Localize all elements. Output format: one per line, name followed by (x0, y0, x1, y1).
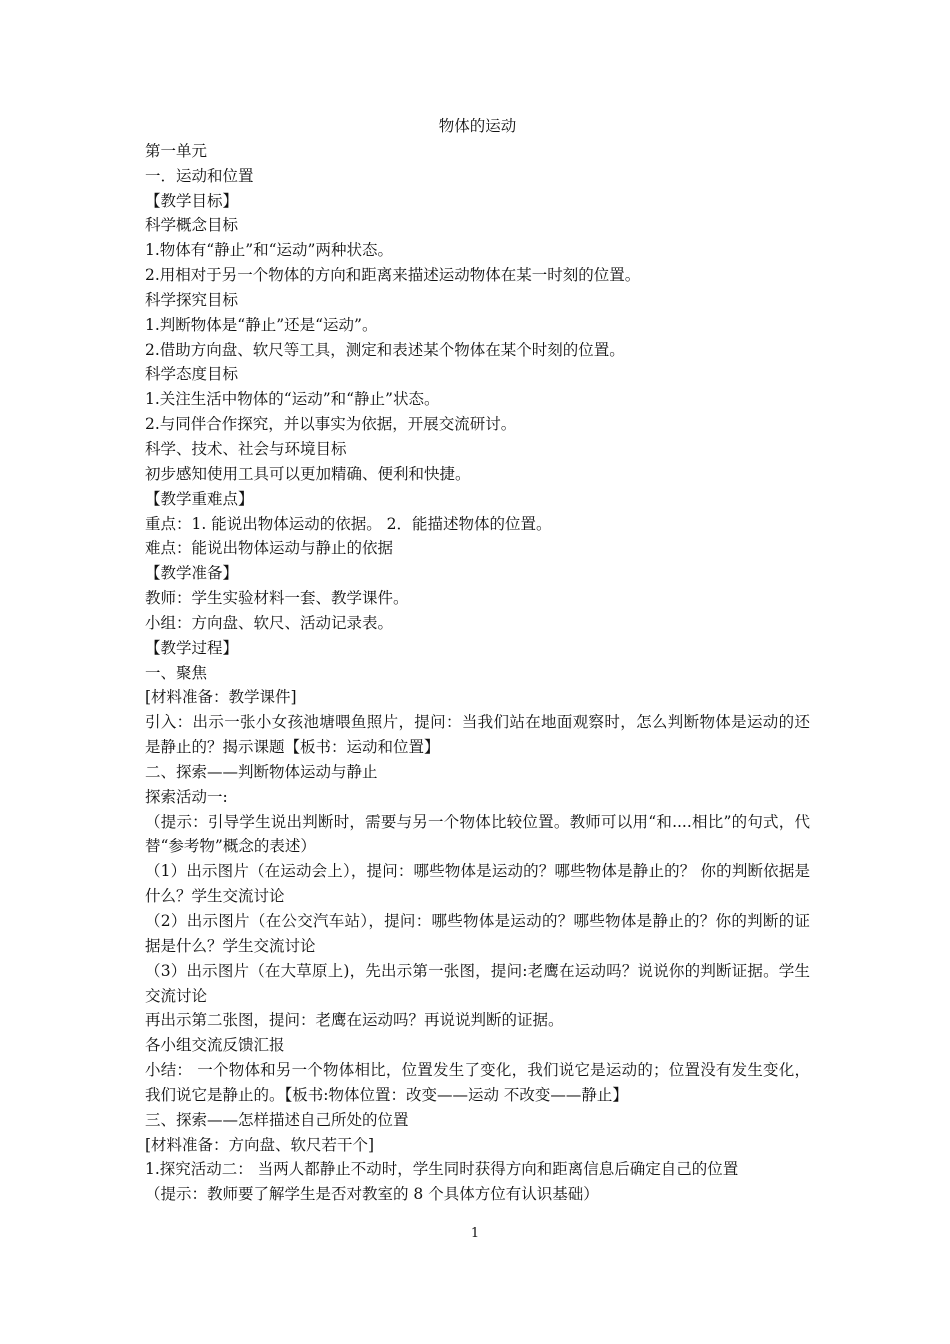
paragraph: 再出示第二张图，提问：老鹰在运动吗？再说说判断的证据。 (145, 1011, 564, 1030)
paragraph: [材料准备：方向盘、软尺若干个] (145, 1135, 375, 1154)
paragraph: （2）出示图片（在公交汽车站），提问：哪些物体是运动的？哪些物体是静止的？你的判断的证据是什么？学生交流讨论 (145, 912, 810, 955)
paragraph: （1）出示图片（在运动会上），提问：哪些物体是运动的？哪些物体是静止的？ 你的判断依据是什么？学生交流讨论 (145, 862, 810, 906)
paragraph: （提示：引导学生说出判断时，需要与另一个物体比较位置。教师可以用“和....相比”的句式，代替“参考物”概念的表述） (145, 812, 810, 856)
paragraph: 1.关注生活中物体的“运动”和“静止”状态。 (145, 390, 440, 409)
paragraph: 1.物体有“静止”和“运动”两种状态。 (145, 241, 393, 260)
paragraph: 2.借助方向盘、软尺等工具，测定和表述某个物体在某个时刻的位置。 (145, 340, 625, 359)
page-number: 1 (470, 1226, 480, 1241)
step-heading: 一、聚焦 (145, 663, 208, 682)
paragraph: 1.探究活动二： 当两人都静止不动时，学生同时获得方向和距离信息后确定自己的位置 (145, 1160, 739, 1179)
step-heading: 三、探索——怎样描述自己所处的位置 (145, 1110, 409, 1129)
document-title: 物体的运动 (438, 117, 517, 135)
unit-heading: 第一单元 (145, 141, 208, 160)
section-heading-objectives: 【教学目标】 (145, 191, 239, 210)
paragraph: 各小组交流反馈汇报 (145, 1036, 285, 1055)
section-heading-preparation: 【教学准备】 (145, 564, 239, 583)
step-heading: 二、探索——判断物体运动与静止 (145, 762, 378, 781)
lesson-heading: 一．运动和位置 (145, 166, 254, 185)
subheading-concept: 科学概念目标 (145, 216, 239, 235)
subheading-inquiry: 科学探究目标 (145, 290, 239, 309)
paragraph: （提示：教师要了解学生是否对教室的 8 个具体方位有认识基础） (145, 1185, 599, 1204)
section-heading-process: 【教学过程】 (145, 638, 239, 657)
paragraph: （3）出示图片（在大草原上)，先出示第一张图，提问:老鹰在运动吗？说说你的判断证据。学生交流讨论 (145, 961, 810, 1005)
section-heading-key-points: 【教学重难点】 (145, 489, 254, 508)
subheading-attitude: 科学态度目标 (145, 365, 239, 384)
paragraph: 难点：能说出物体运动与静止的依据 (145, 539, 394, 558)
paragraph: [材料准备：教学课件] (145, 688, 297, 707)
paragraph: 1.判断物体是“静止”还是“运动”。 (145, 315, 378, 334)
paragraph: 2.与同伴合作探究，并以事实为依据，开展交流研讨。 (145, 415, 517, 434)
paragraph: 初步感知使用工具可以更加精确、便利和快捷。 (145, 464, 471, 483)
paragraph: 小结： 一个物体和另一个物体相比，位置发生了变化，我们说它是运动的；位置没有发生变化，我们说它是静止的。【板书:物体位置：改变——运动 不改变——静止】 (145, 1061, 810, 1104)
subheading-stse: 科学、技术、社会与环境目标 (145, 439, 347, 458)
paragraph: 探索活动一: (145, 787, 228, 806)
paragraph: 2.用相对于另一个物体的方向和距离来描述运动物体在某一时刻的位置。 (145, 266, 641, 285)
document-body (145, 114, 810, 1207)
paragraph: 教师：学生实验材料一套、教学课件。 (145, 589, 409, 608)
paragraph: 重点：1. 能说出物体运动的依据。 2．能描述物体的位置。 (145, 514, 552, 533)
paragraph: 小组：方向盘、软尺、活动记录表。 (145, 613, 394, 632)
paragraph: 引入：出示一张小女孩池塘喂鱼照片，提问：当我们站在地面观察时，怎么判断物体是运动的还是静止的？揭示课题【板书：运动和位置】 (145, 713, 810, 757)
